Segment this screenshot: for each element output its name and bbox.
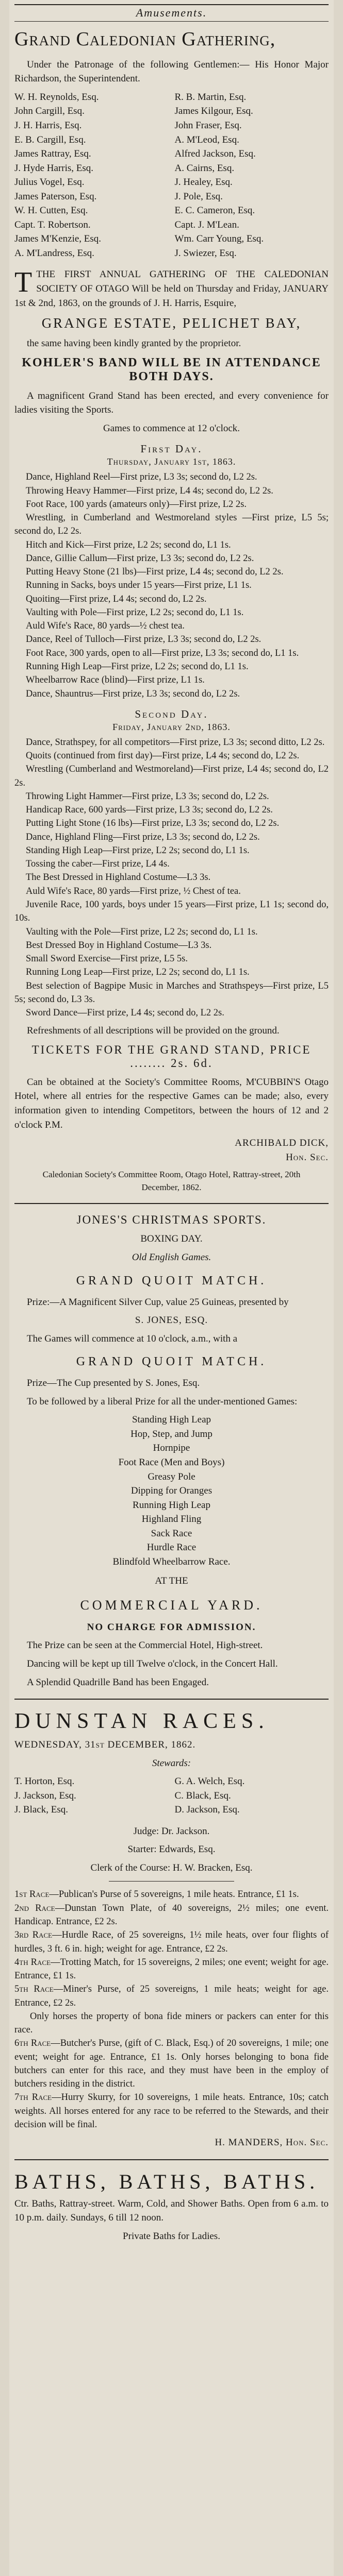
patron-name: J. Hyde Harris, Esq. (14, 162, 94, 174)
game-item: Hornpipe (153, 1443, 190, 1454)
races-title-rest: UNSTAN RACES. (35, 1709, 269, 1734)
game-item: Hop, Step, and Jump (130, 1428, 213, 1439)
cup-note: Prize—The Cup presented by S. Jones, Esq. (27, 1378, 200, 1389)
day1-heading: First Day. (140, 443, 203, 455)
patron-name: W. H. Cutten, Esq. (14, 205, 88, 216)
race-details: Only horses the property of bona fide miners or packers can enter for this race. (14, 2011, 329, 2036)
stewards-label: Stewards: (152, 1757, 191, 1769)
race-details: —Dunstan Town Plate, of 40 sovereigns, 2½ miles; one event. Handicap. Entrance, £2 2s. (14, 1903, 329, 1927)
divider (14, 2159, 329, 2160)
day2-events (14, 736, 329, 1020)
announcement (14, 267, 329, 310)
event-item: Auld Wife's Race, 80 yards—½ chest tea. (26, 621, 185, 632)
patron-name: James Paterson, Esq. (14, 191, 97, 202)
patron-name: James Rattray, Esq. (14, 148, 91, 160)
event-item: Small Sword Exercise—First prize, L5 5s. (26, 954, 188, 964)
game-item: Running High Leap (133, 1499, 210, 1511)
patron-name: Julius Vogel, Esq. (14, 177, 85, 188)
event-item: Wrestling, in Cumberland and Westmoreland styles —First prize, L5 5s; second do, L2 2s. (14, 513, 329, 537)
patron-name: John Fraser, Esq. (174, 120, 242, 131)
short-rule (109, 1881, 235, 1882)
event-item: Foot Race, 100 yards (amateurs only)—First prize, L2 2s. (26, 499, 247, 510)
commercial-yard: COMMERCIAL YARD. (80, 1597, 263, 1613)
steward-name: C. Black, Esq. (174, 1790, 231, 1801)
stewards-list (14, 1774, 329, 1817)
event-item: Quoiting—First prize, L4 4s; second do, L2 2s. (26, 594, 207, 604)
race-number: 6th Race (14, 2038, 51, 2049)
event-item: Running in Sacks, boys under 15 years—First prize, L1 1s. (26, 580, 252, 591)
patron-name: J. Pole, Esq. (174, 191, 223, 202)
patron-list (14, 90, 329, 261)
event-item: Wrestling (Cumberland and Westmoreland)—First prize, L4 4s; second do, L2 2s. (14, 764, 329, 788)
event-item: Standing High Leap—First prize, L2 2s; second do, L1 1s. (26, 845, 250, 856)
patron-name: Wm. Carr Young, Esq. (174, 233, 264, 245)
patron-name: W. H. Reynolds, Esq. (14, 91, 99, 103)
announcement-lead: THE FIRST ANNUAL GATHERING OF THE CALEDONIAN SOCIETY OF OTAGO (36, 269, 329, 294)
race-number: 2nd Race (14, 1903, 55, 1913)
patron-name: A. Cairns, Esq. (174, 162, 235, 174)
quadrille-band: A Splendid Quadrille Band has been Engaged. (27, 1676, 209, 1688)
patron-name: J. H. Harris, Esq. (14, 120, 82, 131)
race-entry (14, 2010, 329, 2037)
races-title-initial: D (14, 1709, 36, 1734)
event-item: Dance, Gillie Callum—First prize, L3 3s; second do, L2 2s. (26, 553, 254, 564)
game-item: Sack Race (151, 1528, 192, 1539)
patron-name: J. Swiezer, Esq. (174, 247, 237, 259)
patron-name: James M'Kenzie, Esq. (14, 233, 102, 245)
race-number: 5th Race (14, 1984, 54, 1995)
patron-name: J. Healey, Esq. (174, 177, 233, 188)
patron-name: James Kilgour, Esq. (174, 106, 253, 117)
race-number: 7th Race (14, 2092, 52, 2103)
races-date: WEDNESDAY, 31st DECEMBER, 1862. (14, 1739, 196, 1751)
game-item: Highland Fling (141, 1514, 202, 1525)
event-item: Throwing Heavy Hammer—First prize, L4 4s; second do, L2 2s. (26, 485, 273, 496)
event-item: Handicap Race, 600 yards—First prize, L3 3s; second do, L2 2s. (26, 805, 273, 816)
race-entry (14, 1982, 329, 2010)
old-english-games: Old English Games. (132, 1252, 211, 1263)
race-entry (14, 1956, 329, 1983)
patron-name: John Cargill, Esq. (14, 106, 85, 117)
race-details: —Miner's Purse, of 25 sovereigns, 1 mile heats; weight for age. Entrance, £2 2s. (14, 1984, 329, 2008)
game-item: Blindfold Wheelbarrow Race. (112, 1556, 231, 1567)
races-title (14, 1709, 329, 1734)
event-item: Running High Leap—First prize, L2 2s; second do, L1 1s. (26, 662, 249, 672)
day2-date: Friday, January 2nd, 1863. (112, 721, 231, 732)
event-item: Foot Race, 300 yards, open to all—First prize, L3 3s; second do, L1 1s. (26, 648, 299, 658)
event-item: Dance, Highland Reel—First prize, L3 3s; second do, L2 2s. (26, 472, 257, 483)
day1-events (14, 470, 329, 701)
event-item: Vaulting with the Pole—First prize, L2 2s; second do, L1 1s. (26, 926, 258, 937)
baths-text: Ctr. Baths, Rattray-street. Warm, Cold, and Shower Baths. Open from 6 a.m. to 10 p.m. daily. Sundays, 6 till 12 noon. (14, 2198, 329, 2224)
boxing-day: BOXING DAY. (140, 1233, 203, 1245)
band-notice: KOHLER'S BAND WILL BE IN ATTENDANCE BOTH DAYS. (22, 355, 321, 383)
gathering-title: Grand Caledonian Gathering, (14, 28, 276, 50)
commence-time: Games to commence at 12 o'clock. (103, 422, 240, 434)
event-item: Best Dressed Boy in Highland Costume—L3 3s. (26, 940, 212, 951)
venue-title: GRANGE ESTATE, PELICHET BAY, (41, 315, 302, 331)
divider (14, 1699, 329, 1700)
baths-advert (14, 2170, 329, 2244)
quoit-match-title: GRAND QUOIT MATCH. (76, 1274, 267, 1287)
patron-name: Alfred Jackson, Esq. (174, 148, 256, 160)
event-item: Throwing Light Hammer—First prize, L3 3s; second do, L2 2s. (26, 791, 269, 802)
clerk: Clerk of the Course: H. W. Bracken, Esq. (90, 1862, 253, 1873)
no-charge: NO CHARGE FOR ADMISSION. (87, 1621, 256, 1633)
race-number: 1st Race (14, 1889, 50, 1900)
patron-name: E. C. Cameron, Esq. (174, 205, 255, 216)
patron-name: Capt. T. Robertson. (14, 219, 91, 230)
patron-name: A. M'Leod, Esq. (174, 134, 239, 145)
event-item: Dance, Shauntrus—First prize, L3 3s; second do, L2 2s. (26, 688, 240, 699)
race-number: 4th Race (14, 1957, 51, 1968)
patron-name: A. M'Landress, Esq. (14, 247, 94, 259)
event-item: Quoits (continued from first day)—First prize, L4 4s; second do, L2 2s. (26, 751, 300, 761)
race-list (14, 1888, 329, 2131)
games-list (14, 1413, 329, 1569)
presenter-name: S. JONES, ESQ. (135, 1315, 208, 1326)
event-item: Tossing the caber—First prize, L4 4s. (26, 859, 170, 870)
steward-name: G. A. Welch, Esq. (174, 1776, 245, 1787)
patronage-text: Under the Patronage of the following Gentlemen:— His Honor Major Richardson, the Superintendent. (14, 59, 329, 84)
section-heading: Amusements. (14, 4, 329, 22)
game-item: Greasy Pole (148, 1471, 195, 1482)
event-item: Running Long Leap—First prize, L2 2s; second do, L1 1s. (26, 967, 250, 978)
event-item: Best selection of Bagpipe Music in Marches and Strathspeys—First prize, L5 5s; second do, L3 3s. (14, 980, 329, 1005)
event-item: Wheelbarrow Race (blind)—First prize, L1 1s. (26, 675, 205, 686)
event-item: Putting Light Stone (16 lbs)—First prize, L3 3s; second do, L2 2s. (26, 818, 280, 829)
patron-name: R. B. Martin, Esq. (174, 91, 247, 103)
game-item: Hurdle Race (146, 1542, 197, 1553)
event-item: Vaulting with Pole—First prize, L2 2s; second do, L1 1s. (26, 607, 244, 618)
obtain-info: Can be obtained at the Society's Committee Rooms, M'CUBBIN'S Otago Hotel, where all entries for the respective Games can be made; also, every information given to intending Competitors, between the hours of 12 and 2 o'clock P.M. (14, 1076, 329, 1130)
quoit-match-title-2: GRAND QUOIT MATCH. (76, 1355, 267, 1369)
race-details: —Hurry Skurry, for 10 sovereigns, 1 mile heats. Entrance, 10s; catch weights. All horses entered for any race to be referred to the Stewards, and their decision will be final. (14, 2092, 329, 2130)
tickets-price: TICKETS FOR THE GRAND STAND, PRICE ........ 2s. 6d. (31, 1043, 312, 1070)
newspaper-page (9, 0, 334, 2576)
races-secretary: H. MANDERS, Hon. Sec. (215, 2137, 329, 2148)
race-entry (14, 1888, 329, 1901)
dunstan-races-advert (14, 1709, 329, 2150)
event-item: Hitch and Kick—First prize, L2 2s; second do, L1 1s. (26, 539, 231, 550)
secretary-name: ARCHIBALD DICK, (235, 1138, 329, 1149)
race-details: —Hurdle Race, of 25 sovereigns, 1½ mile heats, over four flights of hurdles, 3 ft. 6 in. high; weight for age. Entrance, £2 2s. (14, 1930, 329, 1954)
patron-name: Capt. J. M'Lean. (174, 219, 239, 230)
committee-address: Caledonian Society's Committee Room, Otago Hotel, Rattray-street, 20th December, 1862. (42, 1170, 301, 1192)
baths-note: Private Baths for Ladies. (123, 2230, 220, 2242)
divider (14, 1203, 329, 1204)
event-item: Dance, Highland Fling—First prize, L3 3s; second do, L2 2s. (26, 832, 260, 842)
event-item: Dance, Reel of Tulloch—First prize, L3 3s; second do, L2 2s. (26, 634, 262, 645)
event-item: Sword Dance—First prize, L4 4s; second do, L2 2s. (26, 1008, 224, 1019)
day2-heading: Second Day. (135, 707, 208, 720)
event-item: Dance, Strathspey, for all competitors—First prize, L3 3s; second ditto, L2 2s. (26, 737, 325, 748)
drop-capital: T (14, 266, 32, 299)
jones-advert (14, 1213, 329, 1689)
refreshments-note: Refreshments of all descriptions will be provided on the ground. (27, 1025, 280, 1037)
at-the: AT THE (155, 1575, 188, 1587)
jones-title: JONES'S CHRISTMAS SPORTS. (76, 1213, 267, 1227)
event-item: Auld Wife's Race, 80 yards—First prize, ½ Chest of tea. (26, 886, 241, 896)
event-item: The Best Dressed in Highland Costume—L3 3s. (26, 872, 211, 883)
game-item: Foot Race (Men and Boys) (118, 1456, 225, 1468)
quoit-prize: Prize:—A Magnificent Silver Cup, value 25 Guineas, presented by (27, 1296, 289, 1308)
followed-note: To be followed by a liberal Prize for all the under-mentioned Games: (27, 1396, 298, 1407)
race-details: —Publican's Purse of 5 sovereigns, 1 mile heats. Entrance, £1 1s. (49, 1889, 299, 1900)
race-entry (14, 2091, 329, 2131)
steward-name: J. Black, Esq. (14, 1804, 68, 1816)
race-entry (14, 1928, 329, 1956)
announcement-rest: Will be held on Thursday and Friday, JANUARY 1st & 2nd, 1863, on the grounds of J. H. Harris, Esquire, (14, 283, 329, 309)
games-start: The Games will commence at 10 o'clock, a.m., with a (27, 1333, 238, 1344)
judge: Judge: Dr. Jackson. (133, 1825, 210, 1837)
day1-date: Thursday, January 1st, 1863. (107, 456, 236, 467)
race-details: —Butcher's Purse, (gift of C. Black, Esq.) of 20 sovereigns, 1 mile; one event; weight for age. Entrance, £1 1s. Only horses belonging to bona fide butchers can enter for this race, and they must have been in the employ of butchers residing in the district. (14, 2038, 329, 2090)
baths-title: BATHS, BATHS, BATHS. (14, 2170, 319, 2193)
race-entry (14, 2037, 329, 2091)
event-item: Putting Heavy Stone (21 lbs)—First prize, L4 4s; second do, L2 2s. (26, 567, 284, 578)
secretary-title: Hon. Sec. (286, 1151, 329, 1163)
caledonian-advert (14, 29, 329, 1194)
patron-name: E. B. Cargill, Esq. (14, 134, 86, 145)
event-item: Juvenile Race, 100 yards, boys under 15 years—First prize, L1 1s; second do, 10s. (14, 899, 329, 924)
prize-seen: The Prize can be seen at the Commercial Hotel, High-street. (27, 1640, 263, 1651)
venue-note: the same having been kindly granted by the proprietor. (27, 338, 241, 349)
dancing-note: Dancing will be kept up till Twelve o'clock, in the Concert Hall. (27, 1658, 278, 1669)
race-number: 3rd Race (14, 1930, 53, 1941)
grand-stand-note: A magnificent Grand Stand has been erected, and every convenience for ladies visiting the Sports. (14, 390, 329, 416)
game-item: Dipping for Oranges (130, 1485, 213, 1497)
race-details: —Trotting Match, for 15 sovereigns, 2 miles; one event; weight for age. Entrance, £1 1s. (14, 1957, 329, 1981)
starter: Starter: Edwards, Esq. (127, 1844, 216, 1855)
steward-name: J. Jackson, Esq. (14, 1790, 76, 1801)
race-entry (14, 1902, 329, 1929)
steward-name: D. Jackson, Esq. (174, 1804, 240, 1816)
game-item: Standing High Leap (132, 1414, 211, 1426)
steward-name: T. Horton, Esq. (14, 1776, 75, 1787)
